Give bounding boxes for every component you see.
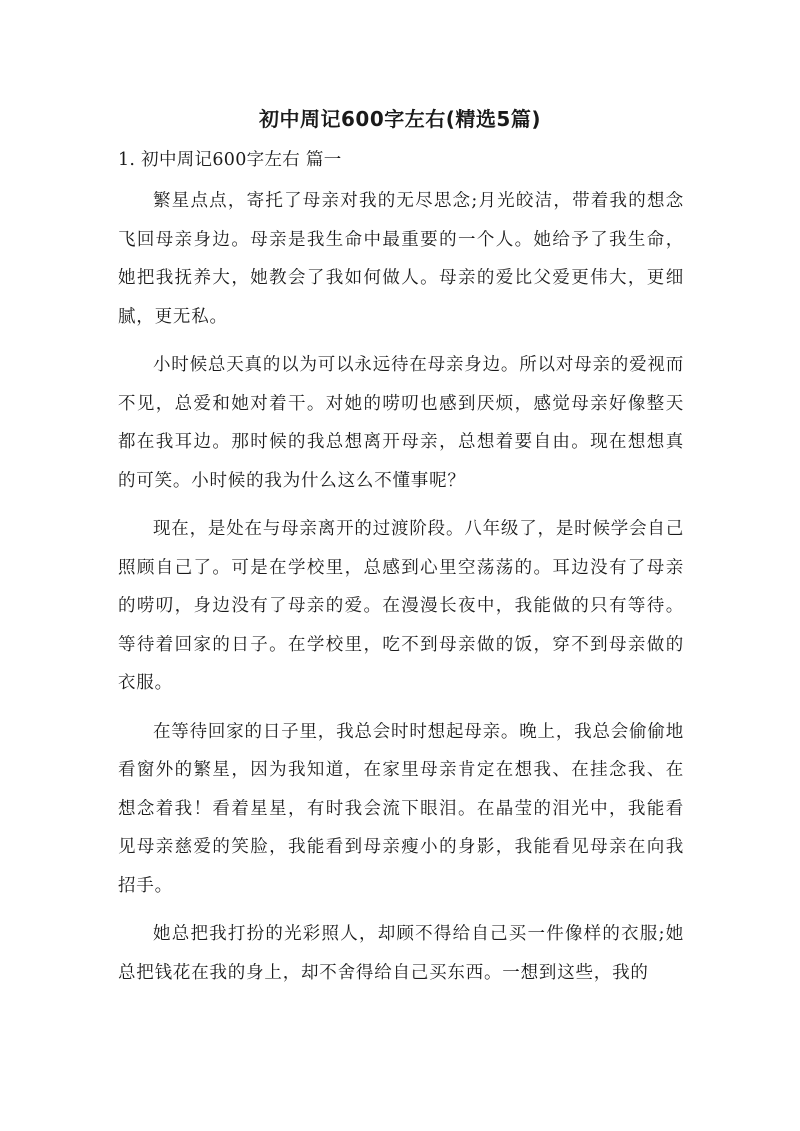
paragraph-5: 她总把我打扮的光彩照人，却顾不得给自己买一件像样的衣服;她总把钱花在我的身上，却不舍得给自己买东西。一想到这些，我的	[118, 924, 684, 983]
paragraph-1: 繁星点点，寄托了母亲对我的无尽思念;月光皎洁，带着我的想念飞回母亲身边。母亲是我生命中最重要的一个人。她给予了我生命，她把我抚养大，她教会了我如何做人。母亲的爱比父爱更伟大，更细腻，更无私。	[118, 191, 684, 327]
paragraph-2: 小时候总天真的以为可以永远待在母亲身边。所以对母亲的爱视而不见，总爱和她对着干。对她的唠叨也感到厌烦，感觉母亲好像整天都在我耳边。那时候的我总想离开母亲，总想着要自由。现在想想真的可笑。小时候的我为什么这么不懂事呢？	[118, 355, 684, 491]
paragraph-4: 在等待回家的日子里，我总会时时想起母亲。晚上，我总会偷偷地看窗外的繁星，因为我知道，在家里母亲肯定在想我、在挂念我、在想念着我！看着星星，有时我会流下眼泪。在晶莹的泪光中，我能看见母亲慈爱的笑脸，我能看到母亲瘦小的身影，我能看见母亲在向我招手。	[118, 721, 684, 896]
section-heading: 1. 初中周记600字左右 篇一	[118, 150, 342, 170]
document-title: 初中周记600字左右(精选5篇)	[259, 107, 541, 131]
paragraph-3: 现在，是处在与母亲离开的过渡阶段。八年级了，是时候学会自己照顾自己了。可是在学校里，总感到心里空荡荡的。耳边没有了母亲的唠叨，身边没有了母亲的爱。在漫漫长夜中，我能做的只有等待。等待着回家的日子。在学校里，吃不到母亲做的饭，穿不到母亲做的衣服。	[118, 519, 684, 693]
article-body	[118, 182, 684, 1002]
